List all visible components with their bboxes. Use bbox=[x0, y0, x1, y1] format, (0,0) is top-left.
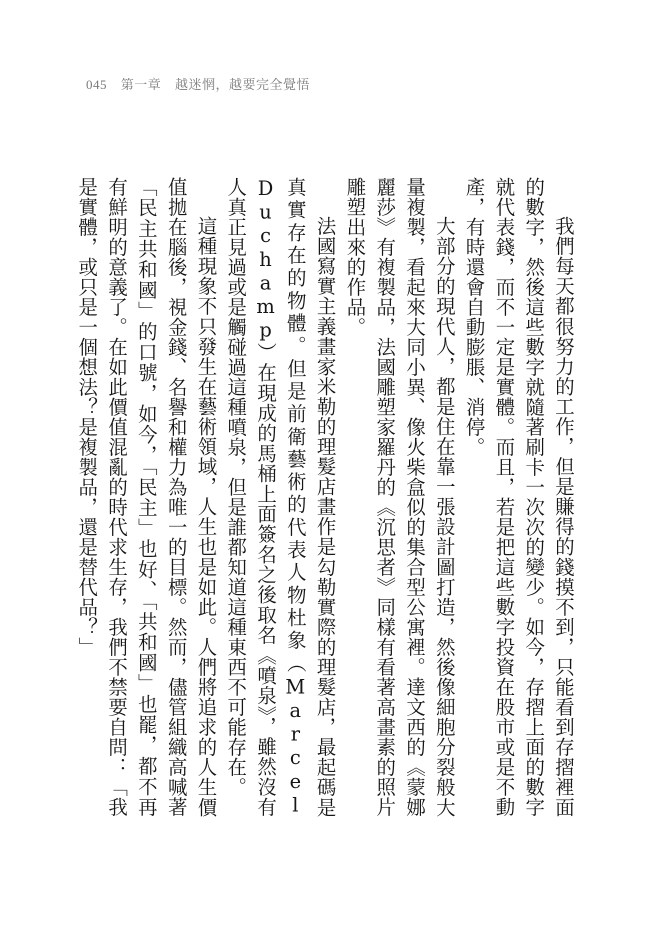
running-header bbox=[86, 74, 320, 93]
paragraph-3: 法國寫實主義畫家米勒的理髮店畫作是勾勒實際的理髮店，最起碼是真實存在的物體。但是前衛藝術的代表人物杜象（Marcel Duchamp）在現成的馬桶上面簽名之後取名《噴泉》，雖然沒有人真正見過或是觸碰過這種噴泉，但是誰都知道這種東西不可能存在。 bbox=[224, 177, 337, 817]
paragraph-1: 我們每天都很努力的工作，但是賺得的錢摸不到，只能看到存摺裡面的數字，然後這些數字就隨著刷卡一次次的變少。如今，存摺上面的數字就代表錢，而不一定是實體。而且，若是把這些數字投資在股市或是不動產，有時還會自動膨脹、消停。 bbox=[462, 177, 575, 817]
paragraph-2: 大部分的現代人，都是住在靠一張設計圖打造，然後像細胞分裂般大量複製，看起來大同小異、像火柴盒似的集合型公寓裡。達文西的《蒙娜麗莎》有複製品，法國雕塑家羅丹的《沉思者》同樣有看著高畫素的照片雕塑出來的作品。 bbox=[343, 177, 456, 817]
chapter-label: 第一章 bbox=[120, 77, 162, 92]
chapter-title: 越迷惘，越要完全覺悟 bbox=[175, 77, 311, 92]
paragraph-4: 這種現象不只發生在藝術領域，人生也是如此。人們將追求的人生價值拋在腦後，視金錢、名譽和權力為唯一的目標。然而，儘管組織高喊著「民主共和國」的口號，如今，「民主」也好、「共和國」也罷，都不再有鮮明的意義了。在如此價值混亂的時代求生存，我們不禁要自問：「我是實體，或只是一個想法？是複製品，還是替代品？」 bbox=[75, 177, 218, 817]
vertical-body-text bbox=[71, 177, 578, 817]
page-number: 045 bbox=[86, 77, 107, 92]
